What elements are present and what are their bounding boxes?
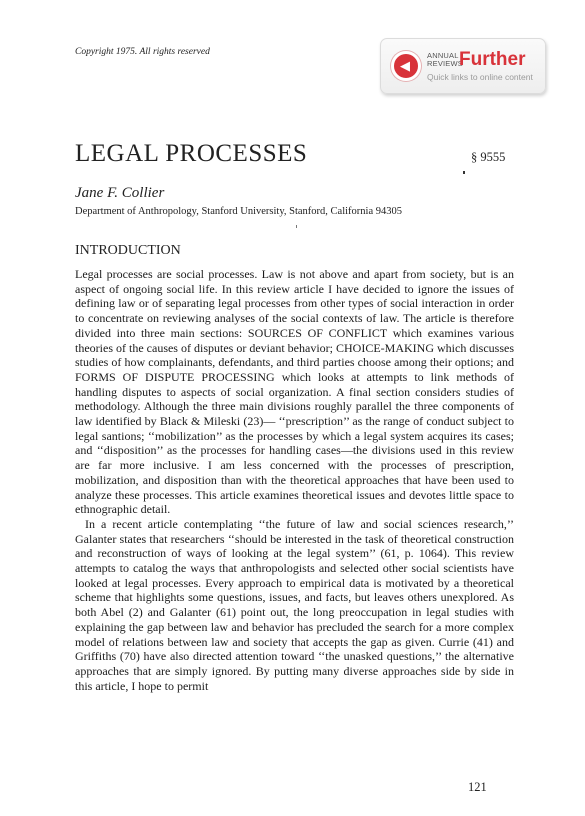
author-name: Jane F. Collier [75,185,165,201]
scan-mark [296,225,297,228]
body-paragraph: Legal processes are social processes. Law is not above and apart from society, but is an aspect of ongoing social life. In this review article I have decided to ignore the issues of defining law or of separating legal processes from other types of social interaction in order to concentrate on reviewing analyses of the social contexts of law. The article is therefore divided into three main sections: SOURCES OF CONFLICT which examines various theories of the causes of disputes or deviant behavior; CHOICE-MAKING which discusses studies of how complainants, defendants, and third parties choose among their options; and FORMS OF DISPUTE PROCESSING which looks at attempts to link methods of handling disputes to aspects of social organization. A final section considers studies of methodology. Although the three main divisions roughly parallel the three components of law identified by Black & Mileski (23)— ‘‘prescription’’ as the range of conduct subject to legal santions; ‘‘mobilization’’ as the processes by which a legal system acquires its cases; and ‘‘disposition’’ as the processes for handling cases—the divisions used in this review are far more inclusive. I am less concerned with the processes of prescription, mobilization, and disposition than with the theoretical approaches that have been used to analyze these processes. This article examines theoretical issues and devotes little space to ethnographic detail. [75,267,514,517]
body-paragraph: In a recent article contemplating ‘‘the future of law and social sciences research,’’ Galanter states that researchers ‘‘should be interested in the task of theoretical construction and reconstruction of ways of looking at the legal system’’ (61, p. 1064). This review attempts to catalog the ways that anthropologists and selected other social scientists have looked at legal processes. Every approach to empirical data is motivated by a theoretical scheme that highlights some questions, issues, and facts, but leaves others unexplored. As both Abel (2) and Galanter (61) point out, the long preoccupation in legal studies with explaining the gap between law and behavior has precluded the search for a more complex model of relations between law and society that accepts the gap as given. Currie (41) and Griffiths (70) have also directed attention toward ‘‘the unasked questions,’’ the alternative approaches that are simply ignored. By putting many diverse approaches side by side in this article, I hope to permit [75,516,514,693]
author-affiliation: Department of Anthropology, Stanford University, Stanford, California 94305 [75,206,402,217]
section-heading: INTRODUCTION [75,243,181,258]
badge-subtitle: Quick links to online content [427,72,533,82]
copyright-notice: Copyright 1975. All rights reserved [75,47,210,57]
page-number: 121 [468,780,487,794]
article-body [75,267,514,693]
badge-text [427,50,533,82]
section-code: § 9555 [471,150,506,164]
article-title: LEGAL PROCESSES [75,140,308,167]
annual-reviews-further-link[interactable] [380,38,546,94]
annual-reviews-label [427,51,463,68]
scan-mark [463,171,465,174]
further-label: Further [459,49,526,70]
reviews-label: REVIEWS [427,59,463,68]
play-arrow-icon: ◀ [391,51,421,81]
annual-label: ANNUAL [427,51,459,60]
